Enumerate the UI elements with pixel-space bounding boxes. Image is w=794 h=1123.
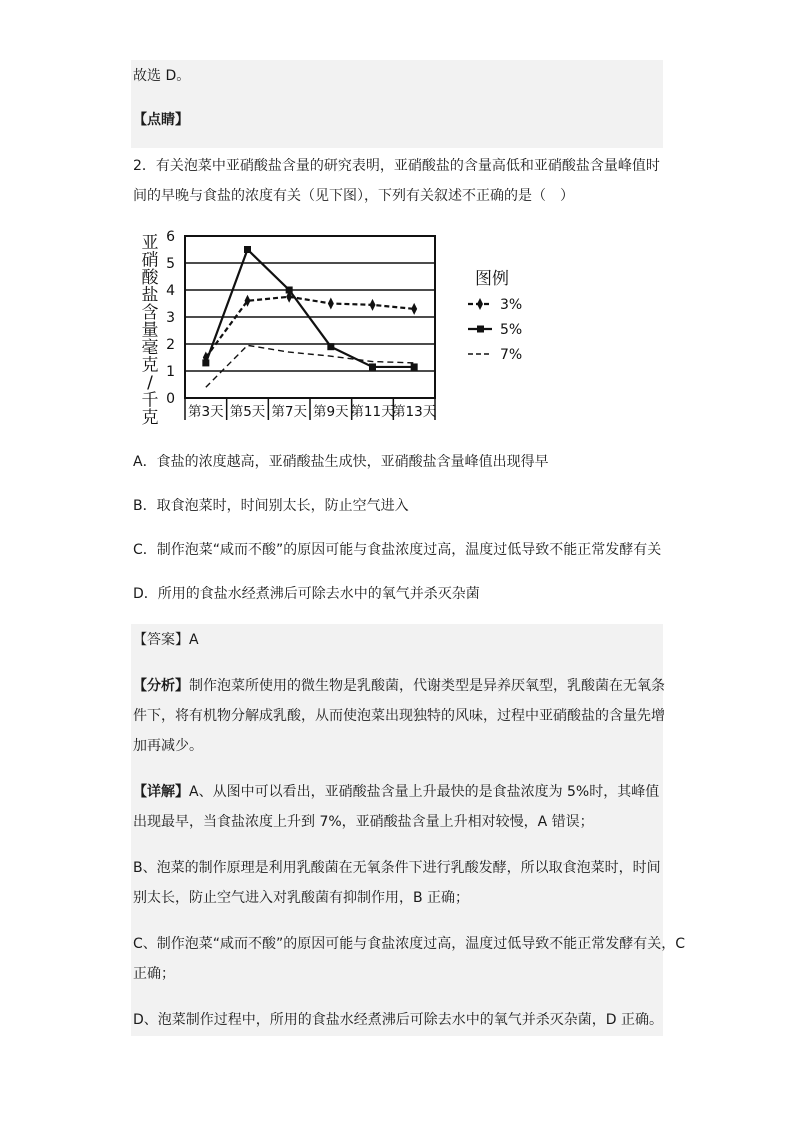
shade-prev: [131, 60, 663, 148]
x-tick-label: 第7天: [271, 404, 307, 420]
data-point-5%: [286, 287, 293, 294]
x-tick-label: 第13天: [392, 404, 437, 420]
y-tick-label: 6: [166, 229, 175, 245]
detail-c-2: 正确；: [133, 966, 175, 982]
question-line-2: 间的早晚与食盐的浓度有关（见下图），下列有关叙述不正确的是（ ）: [133, 188, 574, 204]
y-axis-label-vertical: [142, 233, 160, 428]
y-tick-label: 4: [166, 283, 175, 299]
detail-text-1: A、从图中可以看出，亚硝酸盐含量上升最快的是食盐浓度为 5%时，其峰值: [189, 784, 660, 800]
detail-tag: 【详解】: [133, 784, 189, 800]
dianjing-heading: 【点睛】: [133, 112, 189, 128]
analysis-line-1: [133, 676, 665, 696]
option-b: B．取食泡菜时，时间别太长，防止空气进入: [133, 498, 409, 514]
y-label-char: 千: [141, 390, 159, 411]
legend-label: 7%: [500, 347, 523, 363]
data-point-3%: [328, 298, 334, 310]
option-c: C．制作泡菜“咸而不酸”的原因可能与食盐浓度过高，温度过低导致不能正常发酵有关: [133, 542, 662, 558]
question-line-1: 2．有关泡菜中亚硝酸盐含量的研究表明，亚硝酸盐的含量高低和亚硝酸盐含量峰值时: [133, 158, 660, 174]
y-tick-label: 3: [166, 310, 175, 326]
y-label-char: 毫: [141, 338, 159, 358]
y-label-char: 盐: [141, 285, 159, 306]
y-tick-label: 5: [166, 256, 175, 272]
prev-answer: 故选 D。: [133, 68, 191, 84]
data-point-5%: [411, 363, 418, 370]
nitrite-chart: [130, 226, 550, 436]
detail-c-1: C、制作泡菜“咸而不酸”的原因可能与食盐浓度过高，温度过低导致不能正常发酵有关，C: [133, 936, 686, 952]
analysis-line-3: 加再减少。: [133, 738, 203, 754]
data-point-5%: [327, 343, 334, 350]
analysis-tag: 【分析】: [133, 678, 189, 694]
analysis-line-2: 件下，将有机物分解成乳酸，从而使泡菜出现独特的风味，过程中亚硝酸盐的含量先增: [133, 708, 665, 724]
y-tick-label: 1: [166, 364, 175, 380]
detail-line-2: 出现最早，当食盐浓度上升到 7%，亚硝酸盐含量上升相对较慢，A 错误；: [133, 814, 594, 830]
data-point-5%: [202, 359, 209, 366]
y-label-char: 克: [141, 408, 159, 428]
legend: [468, 269, 522, 363]
legend-marker-5%: [477, 326, 484, 333]
option-d: D．所用的食盐水经煮沸后可除去水中的氧气并杀灭杂菌: [133, 586, 480, 602]
series-line-5%: [206, 250, 414, 367]
data-point-3%: [370, 299, 376, 311]
x-tick-label: 第3天: [188, 404, 224, 420]
detail-b-2: 别太长，防止空气进入对乳酸菌有抑制作用，B 正确；: [133, 890, 470, 906]
legend-label: 3%: [500, 297, 523, 313]
data-point-5%: [244, 246, 251, 253]
y-tick-label: 2: [166, 337, 175, 353]
y-label-char: 酸: [141, 268, 159, 288]
y-ticks: [166, 229, 175, 407]
x-tick-label: 第9天: [313, 404, 349, 420]
x-tick-label: 第5天: [229, 404, 266, 420]
data-point-3%: [411, 303, 417, 315]
detail-line-1: [133, 782, 659, 802]
x-tick-label: 第11天: [350, 404, 395, 420]
y-label-char: 量: [141, 320, 159, 341]
detail-b-1: B、泡菜的制作原理是利用乳酸菌在无氧条件下进行乳酸发酵，所以取食泡菜时，时间: [133, 860, 661, 876]
legend-title: 图例: [475, 269, 509, 289]
y-label-char: /: [147, 373, 153, 393]
y-label-char: 克: [141, 355, 159, 376]
series-line-3%: [206, 297, 414, 358]
data-point-5%: [369, 363, 376, 370]
y-label-char: 硝: [141, 250, 159, 271]
legend-marker-3%: [477, 298, 483, 310]
legend-label: 5%: [500, 322, 523, 338]
y-tick-label: 0: [166, 391, 175, 407]
answer: 【答案】A: [133, 632, 199, 648]
y-label-char: 含: [141, 303, 159, 323]
x-categories: [185, 398, 437, 420]
analysis-text-1: 制作泡菜所使用的微生物是乳酸菌，代谢类型是异养厌氧型，乳酸菌在无氧条: [189, 678, 665, 694]
y-label-char: 亚: [141, 233, 159, 253]
option-a: A．食盐的浓度越高，亚硝酸盐生成快，亚硝酸盐含量峰值出现得早: [133, 454, 549, 470]
detail-d-1: D、泡菜制作过程中，所用的食盐水经煮沸后可除去水中的氧气并杀灭杂菌，D 正确。: [133, 1012, 664, 1028]
